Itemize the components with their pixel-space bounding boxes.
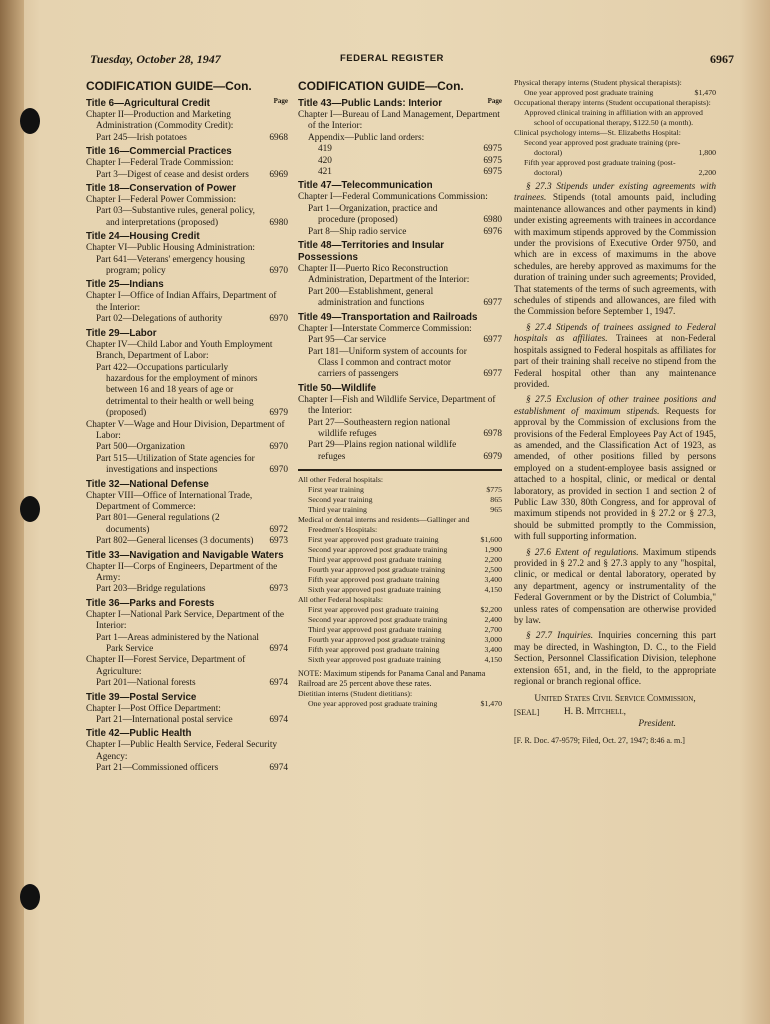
entry-text: All other Federal hospitals:: [298, 475, 384, 485]
entry-text: Title 42—Public Health: [86, 728, 192, 740]
entry-text: Chapter I—Fish and Wildlife Service, Department of the Interior:: [298, 394, 496, 417]
signer-name: H. B. Mitchell,: [564, 706, 626, 717]
entry-text: Chapter I—National Park Service, Department of the Interior:: [86, 609, 285, 632]
entry-text: Title 16—Commercial Practices: [86, 146, 232, 158]
column-1: [86, 78, 288, 775]
guide-entry: [86, 715, 288, 726]
guide-entry: [514, 88, 716, 98]
punch-hole: [20, 108, 40, 134]
page-column-label: Page: [273, 97, 288, 105]
filing-note: [F. R. Doc. 47-9579; Filed, Oct. 27, 1947; 8:46 a. m.]: [514, 736, 685, 746]
codification-guide-title: CODIFICATION GUIDE—Con.: [298, 79, 464, 93]
entry-text: Chapter IV—Child Labor and Youth Employment Branch, Department of Labor:: [86, 339, 273, 362]
entry-text: 419: [318, 144, 332, 155]
entry-page-number: 6969: [269, 169, 288, 180]
entry-text: Chapter I—Federal Power Commission:: [86, 195, 237, 206]
entry-text: Chapter I—Office of Indian Affairs, Department of the Interior:: [86, 291, 277, 313]
guide-entry: [298, 515, 502, 535]
guide-entry: [86, 740, 288, 763]
entry-text: Physical therapy interns (Student physical therapists):: [514, 78, 682, 87]
entry-text: Title 29—Labor: [86, 327, 157, 339]
entry-text: Third year approved post graduate training: [308, 555, 442, 565]
entry-text: Sixth year approved post graduate training: [308, 585, 441, 595]
entry-page-number: 1,800: [698, 148, 716, 157]
entry-text: Chapter I—Public Health Service, Federal Security Agency:: [86, 740, 278, 762]
guide-entry: [86, 110, 288, 133]
entry-page-number: 6977: [483, 369, 502, 380]
entry-text: Part 641—Veterans' emergency housing program; policy: [96, 254, 245, 277]
entry-page-number: $2,200: [480, 605, 502, 615]
entry-text: Chapter I—Federal Trade Commission:: [86, 158, 234, 169]
entry-text: One year approved post graduate training: [308, 699, 438, 709]
seal-mark: [SEAL]: [514, 707, 540, 717]
entry-text: Part 95—Car service: [308, 335, 386, 346]
stipend-note: NOTE: Maximum stipends for Panama Canal and Panama Railroad are 25 percent above these rates.: [298, 669, 486, 689]
title-heading: [86, 550, 288, 562]
guide-entry: [86, 655, 288, 678]
entry-page-number: 6979: [269, 408, 288, 419]
entry-page-number: 3,400: [484, 645, 502, 655]
signer-title: President.: [638, 718, 676, 729]
column-3: [514, 78, 716, 746]
guide-entry: [298, 287, 502, 310]
guide-entry: [86, 314, 288, 325]
entry-text: Second year training: [308, 495, 373, 505]
entry-page-number: 2,400: [484, 615, 502, 625]
section-27-4: [514, 323, 716, 391]
entry-text: Part 3—Digest of cease and desist orders: [96, 169, 249, 180]
section-body: Inquiries concerning this part may be directed, in Washington, D. C., to the Field Section, Personnel Classification Division, telephone extension 651, and, in the field, to the appropriate regional or branch regional office.: [514, 631, 716, 688]
guide-entries: [298, 98, 502, 463]
entry-text: Clinical psychology interns—St. Elizabeths Hospital:: [514, 128, 681, 137]
entry-text: 421: [318, 167, 332, 178]
guide-entry: [298, 699, 502, 709]
entry-text: Part 1—Organization, practice and procedure (proposed): [308, 203, 438, 226]
entry-text: Title 25—Indians: [86, 279, 164, 291]
entry-text: Part 515—Utilization of State agencies for investigations and inspections: [96, 453, 255, 476]
entry-page-number: 3,400: [484, 575, 502, 585]
entry-text: Part 8—Ship radio service: [308, 226, 407, 237]
entry-text: Title 24—Housing Credit: [86, 231, 200, 243]
entry-text: Third year approved post graduate training: [308, 625, 442, 635]
entry-text: Chapter VIII—Office of International Trade, Department of Commerce:: [86, 490, 253, 512]
guide-entry: [86, 255, 288, 278]
section-27-5: [514, 395, 716, 543]
page-column-label: Page: [487, 97, 502, 105]
entry-text: Approved clinical training in affiliation with an approved school of occupational therapy, $122.50 (a month).: [524, 108, 703, 127]
stipend-schedule-dietitian: [298, 689, 502, 709]
section-27-3: [514, 182, 716, 319]
entry-text: Chapter I—Federal Communications Commission:: [298, 192, 488, 203]
guide-entry: [298, 264, 502, 287]
entry-text: Chapter II—Corps of Engineers, Department of the Army:: [86, 561, 278, 583]
section-heading: § 27.5 Exclusion of other trainee positions and establishment of maximum stipends.: [514, 395, 716, 417]
entry-page-number: 6970: [269, 314, 288, 325]
entry-text: Title 43—Public Lands: Interior: [298, 98, 443, 109]
entry-page-number: 6978: [483, 428, 502, 439]
guide-entry: [86, 513, 288, 536]
entry-page-number: $1,470: [480, 699, 502, 709]
guide-entry: [86, 562, 288, 585]
entry-page-number: 6970: [269, 442, 288, 453]
guide-entry: [298, 347, 502, 381]
entry-page-number: 6972: [269, 524, 288, 535]
entry-page-number: 6974: [269, 715, 288, 726]
entry-text: Fifth year approved post graduate training: [308, 645, 440, 655]
section-heading: § 27.4 Stipends of trainees assigned to Federal hospitals as affiliates.: [514, 322, 716, 345]
title-heading: [86, 279, 288, 291]
entry-text: Title 50—Wildlife: [298, 382, 377, 394]
guide-entry: [86, 491, 288, 514]
entry-text: Chapter II—Puerto Rico Reconstruction Administration, Department of the Interior:: [298, 264, 470, 286]
guide-entry: [298, 485, 502, 495]
entry-text: Part 1—Areas administered by the National Park Service: [96, 632, 259, 655]
section-heading: § 27.7 Inquiries.: [526, 631, 594, 642]
section-body: Trainees at non-Federal hospitals assigned to Federal hospitals as affiliates for part of their training shall receive no stipend from the Federal hospital other than any maintenance provided.: [514, 334, 717, 390]
section-27-7: [514, 631, 716, 688]
title-heading: [86, 692, 288, 704]
entry-text: Title 48—Territories and Insular Possessions: [298, 240, 445, 264]
guide-entry: [298, 535, 502, 545]
entry-text: Appendix—Public land orders:: [308, 132, 425, 143]
entry-page-number: 6975: [483, 155, 502, 166]
guide-entry: [514, 128, 716, 138]
entry-text: First year approved post graduate training: [308, 605, 439, 615]
guide-entry: [298, 655, 502, 665]
section-27-6: [514, 548, 716, 628]
entry-page-number: 6976: [483, 226, 502, 237]
stipend-schedule-continued: [514, 78, 716, 178]
guide-entry: [86, 454, 288, 477]
entry-page-number: 6970: [269, 465, 288, 476]
header-date: Tuesday, October 28, 1947: [90, 52, 221, 66]
entry-page-number: 3,000: [484, 635, 502, 645]
guide-entry: [86, 363, 288, 420]
guide-entry: [86, 536, 288, 547]
entry-text: Part 21—International postal service: [96, 715, 233, 726]
entry-page-number: 1,900: [484, 545, 502, 555]
entry-page-number: 6974: [269, 763, 288, 774]
guide-entry: [86, 340, 288, 363]
section-divider: [298, 469, 502, 471]
guide-entry: [298, 133, 502, 144]
guide-entry: [86, 133, 288, 144]
guide-entry: [298, 144, 502, 155]
guide-entry: [298, 204, 502, 227]
guide-entry: [298, 555, 502, 565]
column-2: [298, 78, 502, 709]
title-heading: [298, 98, 502, 110]
guide-entry: [298, 440, 502, 463]
guide-entry: [298, 545, 502, 555]
entry-page-number: 6977: [483, 298, 502, 309]
guide-entry: [298, 585, 502, 595]
guide-entry: [86, 584, 288, 595]
entry-text: Fourth year approved post graduate training: [308, 635, 446, 645]
title-heading: [86, 183, 288, 195]
guide-entry: [514, 158, 716, 178]
entry-text: Part 21—Commissioned officers: [96, 763, 219, 774]
entry-text: Fifth year approved post graduate training (post-doctoral): [524, 158, 676, 177]
title-heading: [86, 728, 288, 740]
entry-text: Part 200—Establishment, general administration and functions: [308, 286, 434, 309]
title-heading: [298, 383, 502, 395]
guide-entry: [298, 505, 502, 515]
entry-page-number: 6979: [483, 451, 502, 462]
guide-entry: [298, 625, 502, 635]
guide-entry: [298, 418, 502, 441]
guide-entry: [514, 98, 716, 108]
stipend-schedule: [298, 475, 502, 665]
entry-page-number: 6974: [269, 678, 288, 689]
title-heading: [86, 98, 288, 110]
guide-entry: [86, 678, 288, 689]
entry-text: First year approved post graduate training: [308, 535, 439, 545]
entry-text: Part 802—General licenses (3 documents): [96, 536, 254, 547]
guide-entry: [86, 442, 288, 453]
guide-entry: [298, 335, 502, 346]
entry-text: Chapter I—Post Office Department:: [86, 703, 221, 714]
entry-page-number: 2,200: [484, 555, 502, 565]
guide-entry: [86, 633, 288, 656]
punch-hole: [20, 884, 40, 910]
header-publication: FEDERAL REGISTER: [340, 53, 444, 64]
signature-block: [514, 707, 716, 719]
guide-entry: [86, 610, 288, 633]
entry-text: Title 36—Parks and Forests: [86, 597, 215, 609]
guide-entry: [298, 495, 502, 505]
guide-entry: [298, 565, 502, 575]
entry-text: Chapter V—Wage and Hour Division, Department of Labor:: [86, 419, 285, 441]
guide-entry: [514, 108, 716, 128]
guide-entry: [298, 689, 502, 699]
entry-text: Part 181—Uniform system of accounts for Class I common and contract motor carriers of passengers: [308, 346, 467, 380]
entry-page-number: $775: [486, 485, 502, 495]
title-heading: [298, 240, 502, 264]
header-page-number: 6967: [710, 52, 734, 66]
entry-text: One year approved post graduate training: [524, 88, 654, 97]
entry-text: All other Federal hospitals:: [298, 595, 384, 605]
entry-text: Part 422—Occupations particularly hazardous for the employment of minors between 16 and 18 years of age or detrimental to their health or well being (proposed): [96, 362, 258, 419]
guide-entry: [86, 158, 288, 169]
guide-entry: [86, 704, 288, 715]
guide-entry: [298, 324, 502, 335]
entry-text: Part 203—Bridge regulations: [96, 584, 206, 595]
page-header: [90, 52, 734, 70]
entry-page-number: 2,500: [484, 565, 502, 575]
entry-page-number: 6974: [269, 644, 288, 655]
entry-page-number: 6977: [483, 335, 502, 346]
title-heading: [86, 479, 288, 491]
section-heading: § 27.6 Extent of regulations.: [526, 547, 639, 558]
entry-text: Part 02—Delegations of authority: [96, 314, 223, 325]
guide-entry: [298, 192, 502, 203]
section-heading: § 27.3 Stipends under existing agreements with trainees.: [514, 182, 716, 204]
entry-text: 420: [318, 155, 332, 166]
entry-text: Title 49—Transportation and Railroads: [298, 311, 478, 323]
guide-entry: [298, 156, 502, 167]
section-body: Maximum stipends provided in § 27.2 and § 27.3 apply to any "hospital, clinic, or medical or dental laboratory, operated by any department, agency or instrumentality of the Federal Government or by the District of Columbia," unless rates of compensation are otherwise provided by law.: [514, 547, 716, 627]
entry-page-number: 6973: [269, 584, 288, 595]
entry-text: Chapter I—Interstate Commerce Commission:: [298, 323, 472, 334]
guide-entry: [298, 395, 502, 418]
section-body: Requests for approval by the Commission of exclusions from the provisions of the Federal Employees Pay Act of 1945, as amended, and the Classification Act of 1923, as amended, of other positions filled by persons employed on a student-employee basis assigned or attached to a hospital, clinic, or medical or dental laboratory, as provided in section 1 and section 2 of Public Law 330, 80th Congress, and for approval of maximum stipends not provided in § 27.2 or § 27.3, should be submitted promptly to the Commission, with full supporting information.: [514, 406, 717, 543]
title-heading: [298, 312, 502, 324]
entry-page-number: 4,150: [484, 655, 502, 665]
guide-entry: [298, 575, 502, 585]
entry-text: Part 03—Substantive rules, general policy, and interpretations (proposed): [96, 206, 255, 228]
guide-entry: [298, 615, 502, 625]
entry-page-number: 6970: [269, 266, 288, 277]
entry-text: First year training: [308, 485, 364, 495]
entry-text: Sixth year approved post graduate training: [308, 655, 441, 665]
entry-text: Occupational therapy interns (Student occupational therapists):: [514, 98, 711, 107]
title-heading: [298, 180, 502, 192]
entry-text: Chapter II—Production and Marketing Administration (Commodity Credit):: [86, 110, 234, 132]
entry-page-number: 6980: [269, 217, 288, 228]
entry-page-number: 6980: [483, 215, 502, 226]
entry-text: Title 47—Telecommunication: [298, 180, 433, 192]
entry-text: Title 32—National Defense: [86, 478, 209, 490]
guide-entry: [298, 635, 502, 645]
entry-text: Part 27—Southeastern region national wildlife refuges: [308, 417, 451, 439]
guide-entry: [514, 138, 716, 158]
entry-text: Fourth year approved post graduate training: [308, 565, 446, 575]
guide-entry: [298, 595, 502, 605]
guide-entry: [86, 291, 288, 314]
section-body: Stipends (total amounts paid, including maintenance allowances and other payments in kind) under existing agreements with trainees in accordance with maximum stipends approved by the Commission under the provisions of Executive Order 9750, and which are in excess of maximums in the above schedules, are hereby approved as maximums for the duration of training under such agreements; Provided, That statements of the terms of such agreements, with schedules of stipends and allowances, are filed with the Commission before September 1, 1947.: [514, 193, 716, 318]
guide-entry: [86, 243, 288, 254]
guide-entry: [86, 763, 288, 774]
entry-page-number: $1,470: [694, 88, 716, 97]
entry-page-number: 865: [490, 495, 502, 505]
guide-entry: [514, 78, 716, 88]
entry-text: Chapter II—Forest Service, Department of Agriculture:: [86, 655, 246, 677]
entry-text: Fifth year approved post graduate training: [308, 575, 440, 585]
entry-text: Title 39—Postal Service: [86, 691, 197, 703]
entry-page-number: 965: [490, 505, 502, 515]
entry-text: Title 33—Navigation and Navigable Waters: [86, 549, 284, 561]
guide-entry: [86, 420, 288, 443]
entry-text: Third year training: [308, 505, 367, 515]
guide-entry: [298, 227, 502, 238]
entry-page-number: $1,600: [480, 535, 502, 545]
entry-text: Second year approved post graduate training (pre-doctoral): [524, 138, 681, 157]
entry-text: Chapter VI—Public Housing Administration:: [86, 243, 255, 254]
title-heading: [86, 231, 288, 243]
entry-text: Chapter I—Bureau of Land Management, Department of the Interior:: [298, 110, 500, 132]
guide-entries: [86, 98, 288, 775]
guide-entry: [86, 195, 288, 206]
title-heading: [86, 146, 288, 158]
guide-entry: [298, 645, 502, 655]
entry-page-number: 6975: [483, 144, 502, 155]
entry-text: Second year approved post graduate training: [308, 615, 448, 625]
entry-text: Medical or dental interns and residents—Gallinger and Freedmen's Hospitals:: [298, 515, 470, 535]
entry-text: Part 801—General regulations (2 documents): [96, 513, 220, 535]
guide-entry: [298, 605, 502, 615]
entry-page-number: 2,700: [484, 625, 502, 635]
punch-hole: [20, 496, 40, 522]
entry-text: Part 29—Plains region national wildlife refuges: [308, 440, 457, 462]
title-heading: [86, 598, 288, 610]
guide-entry: [298, 167, 502, 178]
entry-text: Part 500—Organization: [96, 442, 185, 453]
entry-page-number: 6968: [269, 132, 288, 143]
entry-text: Second year approved post graduate training: [308, 545, 448, 555]
guide-entry: [298, 110, 502, 133]
entry-text: Title 18—Conservation of Power: [86, 183, 237, 195]
codification-guide-title: CODIFICATION GUIDE—Con.: [86, 79, 252, 93]
entry-page-number: 6975: [483, 167, 502, 178]
entry-text: Dietitian interns (Student dietitians):: [298, 689, 413, 699]
guide-entry: [298, 475, 502, 485]
entry-text: Part 245—Irish potatoes: [96, 132, 187, 143]
entry-page-number: 6973: [269, 536, 288, 547]
entry-page-number: 2,200: [698, 168, 716, 177]
entry-text: Part 201—National forests: [96, 678, 196, 689]
entry-text: Title 6—Agricultural Credit: [86, 98, 210, 109]
signature-organization: United States Civil Service Commission,: [534, 694, 696, 705]
entry-page-number: 4,150: [484, 585, 502, 595]
title-heading: [86, 328, 288, 340]
guide-entry: [86, 170, 288, 181]
guide-entry: [86, 206, 288, 229]
